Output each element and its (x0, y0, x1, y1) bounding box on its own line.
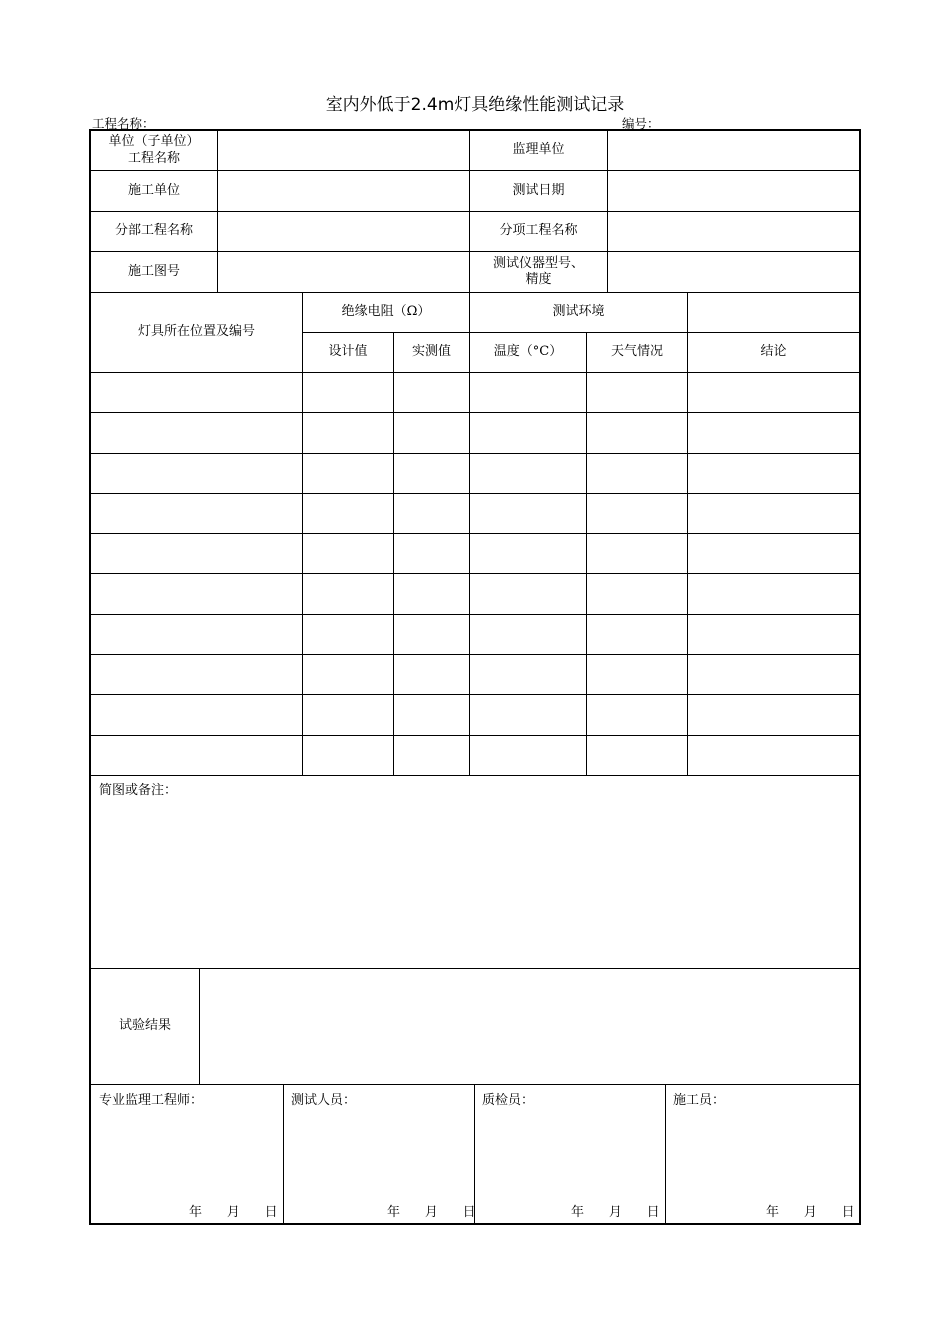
instrument-label-line1: 测试仪器型号、 (492, 255, 584, 271)
instrument-label (470, 252, 607, 292)
worker-signature-label: 施工员： (673, 1093, 726, 1108)
subitem-name-field[interactable] (608, 212, 859, 251)
construction-unit-field[interactable] (218, 171, 469, 211)
supervisor-date (189, 1201, 278, 1220)
drawing-no-field[interactable] (218, 252, 469, 292)
year-label: 年 (387, 1205, 401, 1220)
project-name-label: 工程名称： (92, 116, 155, 131)
record-form (89, 129, 861, 1225)
temperature-header: 温度（°C） (493, 344, 563, 360)
drawing-no-label: 施工图号 (127, 263, 180, 279)
month-label: 月 (226, 1205, 240, 1220)
unit-project-name-field[interactable] (218, 131, 469, 170)
worker-date (766, 1201, 855, 1220)
conclusion-header: 结论 (760, 344, 787, 360)
day-label: 日 (841, 1205, 855, 1220)
day-label: 日 (646, 1205, 660, 1220)
supervision-unit-label: 监理单位 (512, 142, 565, 158)
division-name-label: 分部工程名称 (114, 223, 193, 239)
result-field[interactable] (200, 969, 859, 1084)
subitem-name-label: 分项工程名称 (499, 223, 578, 239)
month-label: 月 (608, 1205, 622, 1220)
tester-signature-label: 测试人员： (291, 1093, 357, 1108)
year-label: 年 (766, 1205, 780, 1220)
test-date-label: 测试日期 (512, 182, 565, 198)
inspector-signature-label: 质检员： (482, 1093, 535, 1108)
month-label: 月 (803, 1205, 817, 1220)
construction-unit-label: 施工单位 (127, 182, 180, 198)
supervision-unit-field[interactable] (608, 131, 859, 170)
instrument-label-line2: 精度 (525, 272, 552, 287)
instrument-field[interactable] (608, 252, 859, 292)
insulation-header: 绝缘电阻（Ω） (341, 304, 431, 320)
number-label: 编号： (622, 116, 660, 131)
measured-value-header: 实测值 (411, 344, 451, 360)
tester-date (387, 1201, 476, 1220)
day-label: 日 (264, 1205, 278, 1220)
unit-label-line2: 工程名称 (127, 150, 180, 166)
day-label: 日 (462, 1205, 476, 1220)
inspector-date (571, 1201, 660, 1220)
page-title: 室内外低于2.4m灯具绝缘性能测试记录 (325, 95, 625, 115)
division-name-field[interactable] (218, 212, 469, 251)
test-date-field[interactable] (608, 171, 859, 211)
year-label: 年 (571, 1205, 585, 1220)
month-label: 月 (424, 1205, 438, 1220)
notes-label: 简图或备注： (99, 783, 178, 798)
supervisor-signature-label: 专业监理工程师： (99, 1093, 204, 1108)
year-label: 年 (189, 1205, 203, 1220)
unit-project-name-label (91, 131, 217, 170)
unit-label-line1: 单位（子单位） (108, 134, 200, 150)
env-header: 测试环境 (552, 304, 605, 320)
design-value-header: 设计值 (328, 344, 368, 360)
weather-header: 天气情况 (610, 344, 663, 360)
location-header: 灯具所在位置及编号 (137, 324, 255, 340)
result-label: 试验结果 (118, 1018, 171, 1034)
